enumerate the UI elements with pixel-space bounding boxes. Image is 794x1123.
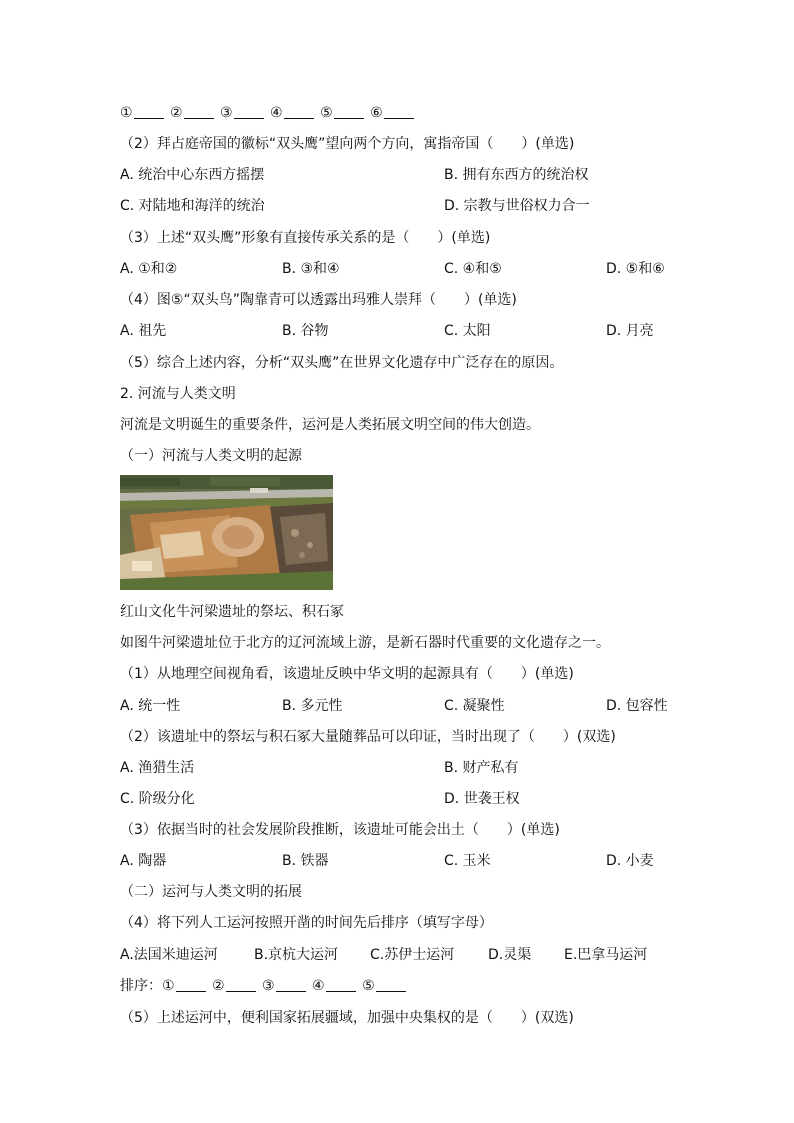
option[interactable]: A. 陶器 xyxy=(120,853,167,869)
order-blanks xyxy=(120,976,408,996)
seq-mark: ④ xyxy=(312,978,325,994)
option[interactable]: B. 谷物 xyxy=(282,323,329,339)
option[interactable]: C. 凝聚性 xyxy=(444,698,505,714)
answer-blank[interactable] xyxy=(234,104,264,119)
option[interactable]: B. 财产私有 xyxy=(444,760,519,776)
option[interactable]: A.法国米迪运河 xyxy=(120,947,218,963)
option[interactable]: A. 祖先 xyxy=(120,323,167,339)
question-stem: （5）上述运河中，便利国家拓展疆域，加强中央集权的是（ ）(双选) xyxy=(120,1010,574,1026)
order-label: 排序： xyxy=(120,978,162,994)
options-row xyxy=(120,165,680,185)
question-stem: （3）依据当时的社会发展阶段推断，该遗址可能会出土（ ）(单选) xyxy=(120,822,560,838)
answer-blank[interactable] xyxy=(284,104,314,119)
seq-mark: ⑤ xyxy=(320,105,333,121)
options-row xyxy=(120,696,680,716)
option[interactable]: B. 拥有东西方的统治权 xyxy=(444,167,589,183)
option[interactable]: B.京杭大运河 xyxy=(254,947,339,963)
question-stem: （4）图⑤“双头鸟”陶靠青可以透露出玛雅人崇拜（ ）(单选) xyxy=(120,292,517,308)
answer-blank[interactable] xyxy=(276,977,306,992)
options-row xyxy=(120,321,680,341)
seq-mark: ② xyxy=(170,105,183,121)
niuheliang-site-photo xyxy=(120,475,333,590)
option[interactable]: C. 太阳 xyxy=(444,323,491,339)
intro-paragraph: 河流是文明诞生的重要条件，运河是人类拓展文明空间的伟大创造。 xyxy=(120,417,540,433)
option[interactable]: D. ⑤和⑥ xyxy=(606,261,665,277)
option[interactable]: D. 世袭王权 xyxy=(444,791,520,807)
option[interactable]: D.灵渠 xyxy=(488,947,532,963)
answer-blank[interactable] xyxy=(184,104,214,119)
option[interactable]: E.巴拿马运河 xyxy=(564,947,648,963)
seq-mark: ① xyxy=(120,105,133,121)
answer-blank[interactable] xyxy=(376,977,406,992)
answer-blank[interactable] xyxy=(326,977,356,992)
seq-mark: ⑥ xyxy=(370,105,383,121)
option[interactable]: A. 统一性 xyxy=(120,698,181,714)
option[interactable]: C. 阶级分化 xyxy=(120,791,195,807)
question-stem: （2）该遗址中的祭坛与积石冢大量随葬品可以印证，当时出现了（ ）(双选) xyxy=(120,729,616,745)
seq-mark: ① xyxy=(162,978,175,994)
option[interactable]: D. 包容性 xyxy=(606,698,668,714)
option[interactable]: A. 渔猎生活 xyxy=(120,760,195,776)
seq-mark: ② xyxy=(212,978,225,994)
sequence-blanks xyxy=(120,103,416,123)
answer-blank[interactable] xyxy=(226,977,256,992)
canal-options-row xyxy=(120,945,680,965)
seq-mark: ④ xyxy=(270,105,283,121)
seq-mark: ③ xyxy=(262,978,275,994)
option[interactable]: D. 小麦 xyxy=(606,853,654,869)
seq-mark: ⑤ xyxy=(362,978,375,994)
context-paragraph: 如图牛河梁遗址位于北方的辽河流域上游，是新石器时代重要的文化遗存之一。 xyxy=(120,635,610,651)
option[interactable]: B. 多元性 xyxy=(282,698,343,714)
answer-blank[interactable] xyxy=(384,104,414,119)
section-title: 2. 河流与人类文明 xyxy=(120,386,236,402)
answer-blank[interactable] xyxy=(134,104,164,119)
option[interactable]: A. ①和② xyxy=(120,261,178,277)
options-row xyxy=(120,789,680,809)
answer-blank[interactable] xyxy=(334,104,364,119)
question-stem: （5）综合上述内容，分析“双头鹰”在世界文化遗存中广泛存在的原因。 xyxy=(120,355,564,371)
question-stem: （2）拜占庭帝国的徽标“双头鹰”望向两个方向，寓指帝国（ ）(单选) xyxy=(120,136,575,152)
question-stem: （4）将下列人工运河按照开凿的时间先后排序（填写字母） xyxy=(120,915,493,931)
question-stem: （3）上述“双头鹰”形象有直接传承关系的是（ ）(单选) xyxy=(120,230,491,246)
photo-caption: 红山文化牛河梁遗址的祭坛、积石冢 xyxy=(120,604,344,620)
options-row xyxy=(120,196,680,216)
option[interactable]: C. 对陆地和海洋的统治 xyxy=(120,198,265,214)
question-stem: （1）从地理空间视角看，该遗址反映中华文明的起源具有（ ）(单选) xyxy=(120,666,574,682)
option[interactable]: D. 月亮 xyxy=(606,323,654,339)
subsection-heading: （二）运河与人类文明的拓展 xyxy=(120,884,302,900)
seq-mark: ③ xyxy=(220,105,233,121)
option[interactable]: B. ③和④ xyxy=(282,261,340,277)
option[interactable]: C. 玉米 xyxy=(444,853,491,869)
options-row xyxy=(120,851,680,871)
option[interactable]: D. 宗教与世俗权力合一 xyxy=(444,198,590,214)
option[interactable]: A. 统治中心东西方摇摆 xyxy=(120,167,265,183)
options-row xyxy=(120,758,680,778)
answer-blank[interactable] xyxy=(176,977,206,992)
subsection-heading: （一）河流与人类文明的起源 xyxy=(120,448,302,464)
option[interactable]: C. ④和⑤ xyxy=(444,261,502,277)
option[interactable]: B. 铁器 xyxy=(282,853,329,869)
option[interactable]: C.苏伊士运河 xyxy=(370,947,455,963)
options-row xyxy=(120,259,680,279)
